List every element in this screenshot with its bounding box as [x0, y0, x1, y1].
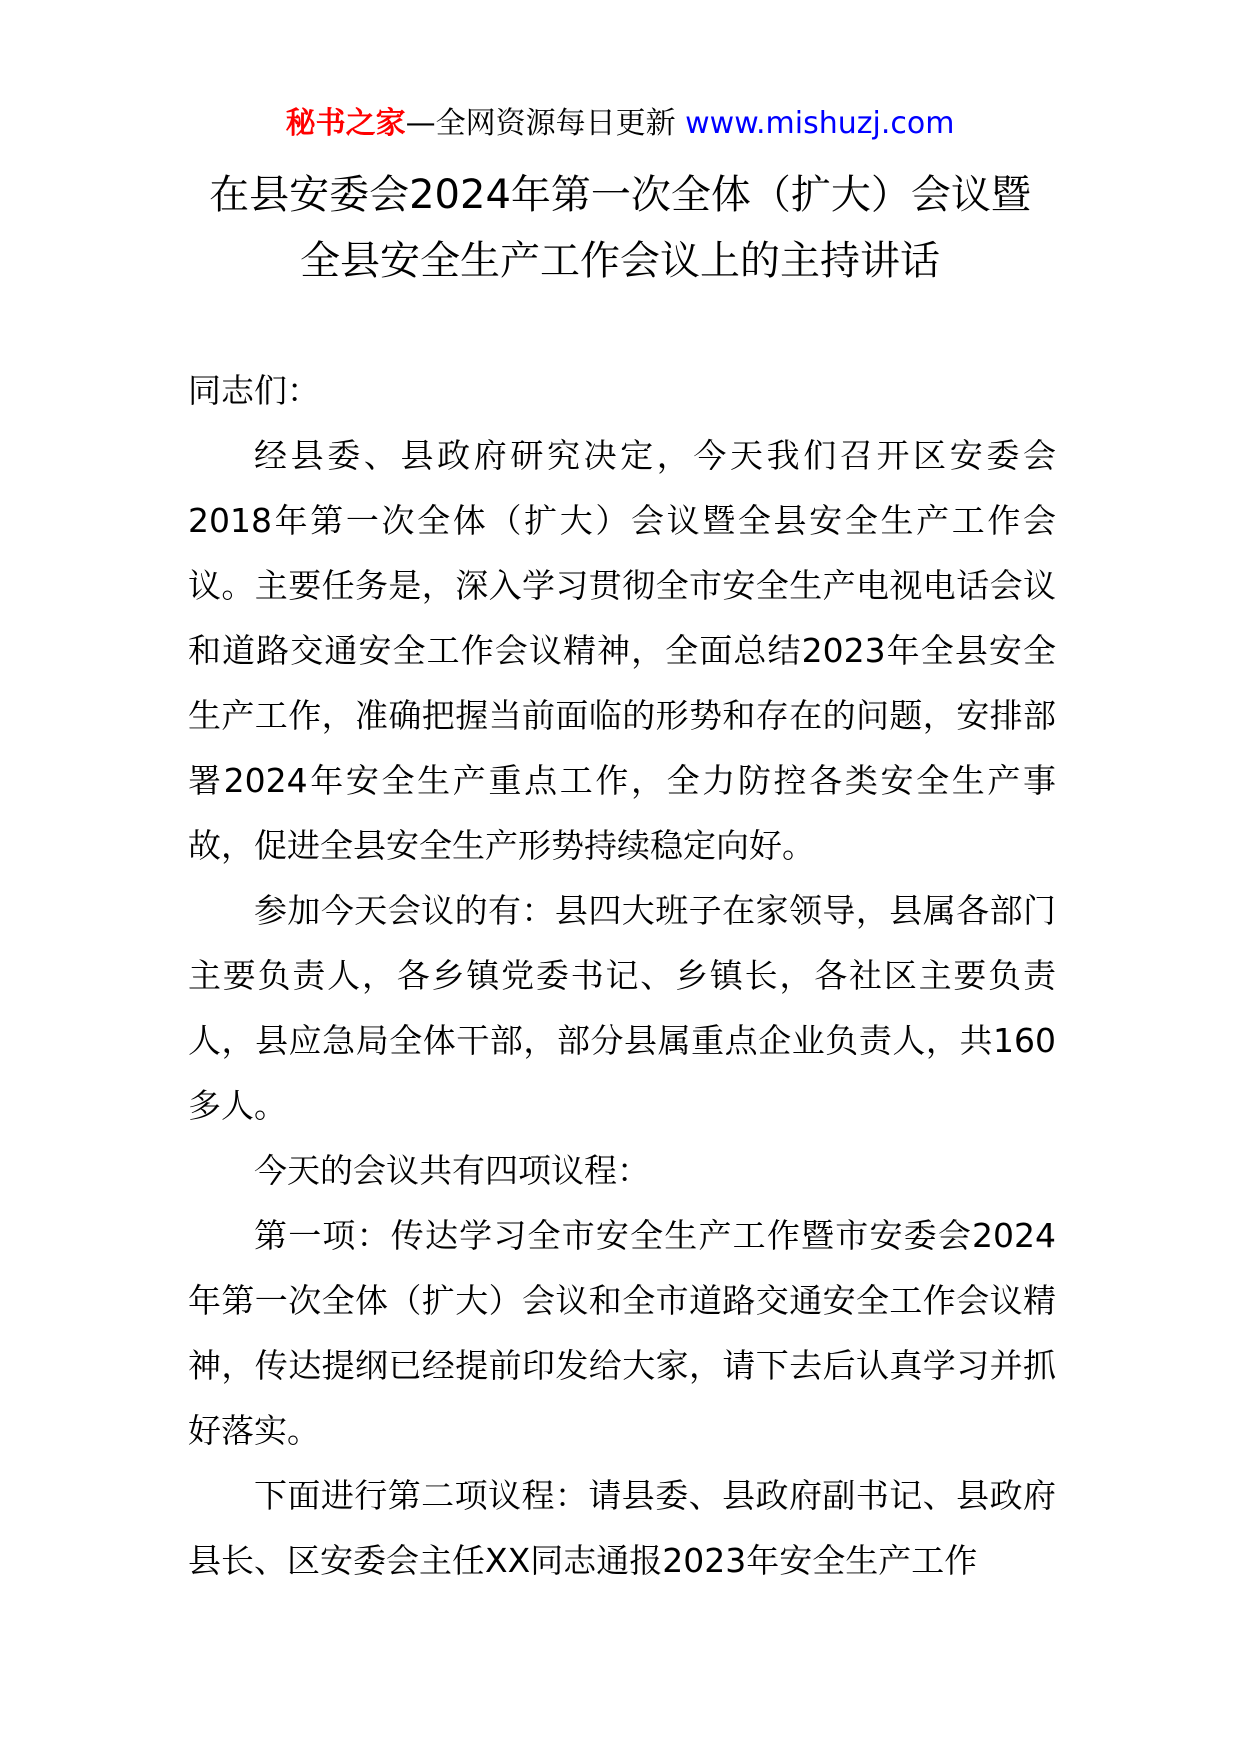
- title-line-2: 全县安全生产工作会议上的主持讲话: [300, 238, 940, 284]
- site-header: [0, 100, 1240, 148]
- paragraph-2: 参加今天会议的有：县四大班子在家领导，县属各部门主要负责人，各乡镇党委书记、乡镇长，各社区主要负责人，县应急局全体干部，部分县属重点企业负责人，共160多人。: [188, 891, 1056, 1125]
- paragraph-5: 下面进行第二项议程：请县委、县政府副书记、县政府县长、区安委会主任XX同志通报2023年安全生产工作: [188, 1476, 1056, 1580]
- site-brand: 秘书之家: [285, 106, 406, 141]
- paragraph-4: 第一项：传达学习全市安全生产工作暨市安委会2024年第一次全体（扩大）会议和全市道路交通安全工作会议精神，传达提纲已经提前印发给大家，请下去后认真学习并抓好落实。: [188, 1216, 1056, 1450]
- paragraph-3: 今天的会议共有四项议程：: [254, 1151, 650, 1190]
- site-url[interactable]: www.mishuzj.com: [685, 106, 955, 141]
- salutation: 同志们：: [188, 371, 320, 410]
- site-tagline: —全网资源每日更新: [405, 106, 676, 141]
- title-line-1: 在县安委会2024年第一次全体（扩大）会议暨: [209, 172, 1031, 218]
- document-title: [150, 162, 1090, 294]
- paragraph-1: 经县委、县政府研究决定，今天我们召开区安委会2018年第一次全体（扩大）会议暨全县安全生产工作会议。主要任务是，深入学习贯彻全市安全生产电视电话会议和道路交通安全工作会议精神，全面总结2023年全县安全生产工作，准确把握当前面临的形势和存在的问题，安排部署2024年安全生产重点工作，全力防控各类安全生产事故，促进全县安全生产形势持续稳定向好。: [188, 436, 1056, 865]
- document-body: [188, 358, 1056, 1593]
